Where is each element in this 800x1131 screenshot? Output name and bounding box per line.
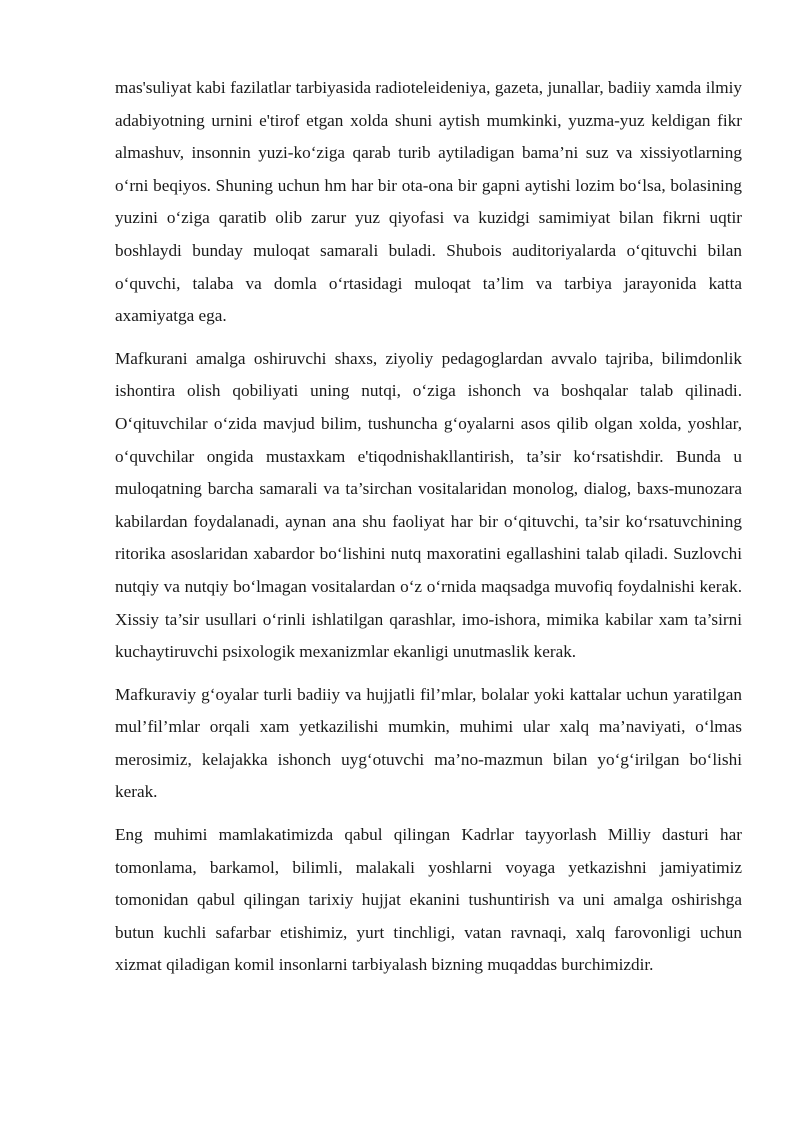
paragraph-2: Mafkurani amalga oshiruvchi shaxs, ziyoliy pedagoglardan avvalo tajriba, bilimdonlik ishontira olish qobiliyati uning nutqi, o‘ziga ishonch va boshqalar talab qilinadi. O‘qituvchilar o‘zida mavjud bilim, tushuncha g‘oyalarni asos qilib olgan xolda, yoshlar, o‘quvchilar ongida mustaxkam e'tiqodnishakllantirish, ta’sir ko‘rsatishdir. Bunda u muloqatning barcha samarali va ta’sirchan vositalaridan monolog, dialog, baxs-munozara kabilardan foydalanadi, aynan ana shu faoliyat har bir o‘qituvchi, ta’sir ko‘rsatuvchining ritorika asoslaridan xabardor bo‘lishini nutq maxoratini egallashini talab qiladi. Suzlovchi nutqiy va nutqiy bo‘lmagan vositalardan o‘z o‘rnida maqsadga muvofiq foydalnishi kerak. Xissiy ta’sir usullari o‘rinli ishlatilgan qarashlar, imo-ishora, mimika kabilar xam ta’sirni kuchaytiruvchi psixologik mexanizmlar ekanligi unutmaslik kerak. bbox=[115, 348, 742, 662]
paragraph-4: Eng muhimi mamlakatimizda qabul qilingan Kadrlar tayyorlash Milliy dasturi har tomonlama, barkamol, bilimli, malakali yoshlarni voyaga yetkazishni jamiyatimiz tomonidan qabul qilingan tarixiy hujjat ekanini tushuntirish va uni amalga oshirishga butun kuchli safarbar etishimiz, yurt tinchligi, vatan ravnaqi, xalq farovonligi uchun xizmat qiladigan komil insonlarni tarbiyalash bizning muqaddas burchimizdir. bbox=[115, 825, 742, 975]
document-page bbox=[115, 72, 742, 992]
paragraph-1: mas'suliyat kabi fazilatlar tarbiyasida radioteleideniya, gazeta, junallar, badiiy xamda ilmiy adabiyotning urnini e'tirof etgan xolda shuni aytish mumkinki, yuzma-yuz keldigan fikr almashuv, insonnin yuzi-ko‘ziga qarab turib aytiladigan bama’ni suz va xissiyotlarning o‘rni beqiyos. Shuning uchun hm har bir ota-ona bir gapni aytishi lozim bo‘lsa, bolasining yuzini o‘ziga qaratib olib zarur yuz qiyofasi va kuzidgi samimiyat bilan fikrni uqtir boshlaydi bunday muloqat samarali buladi. Shubois auditoriyalarda o‘qituvchi bilan o‘quvchi, talaba va domla o‘rtasidagi muloqat ta’lim va tarbiya jarayonida katta axamiyatga ega. bbox=[115, 78, 742, 326]
paragraph-3: Mafkuraviy g‘oyalar turli badiiy va hujjatli fil’mlar, bolalar yoki kattalar uchun yaratilgan mul’fil’mlar orqali xam yetkazilishi mumkin, muhimi ular xalq ma’naviyati, o‘lmas merosimiz, kelajakka ishonch uyg‘otuvchi ma’no-mazmun bilan yo‘g‘irilgan bo‘lishi kerak. bbox=[115, 684, 742, 802]
